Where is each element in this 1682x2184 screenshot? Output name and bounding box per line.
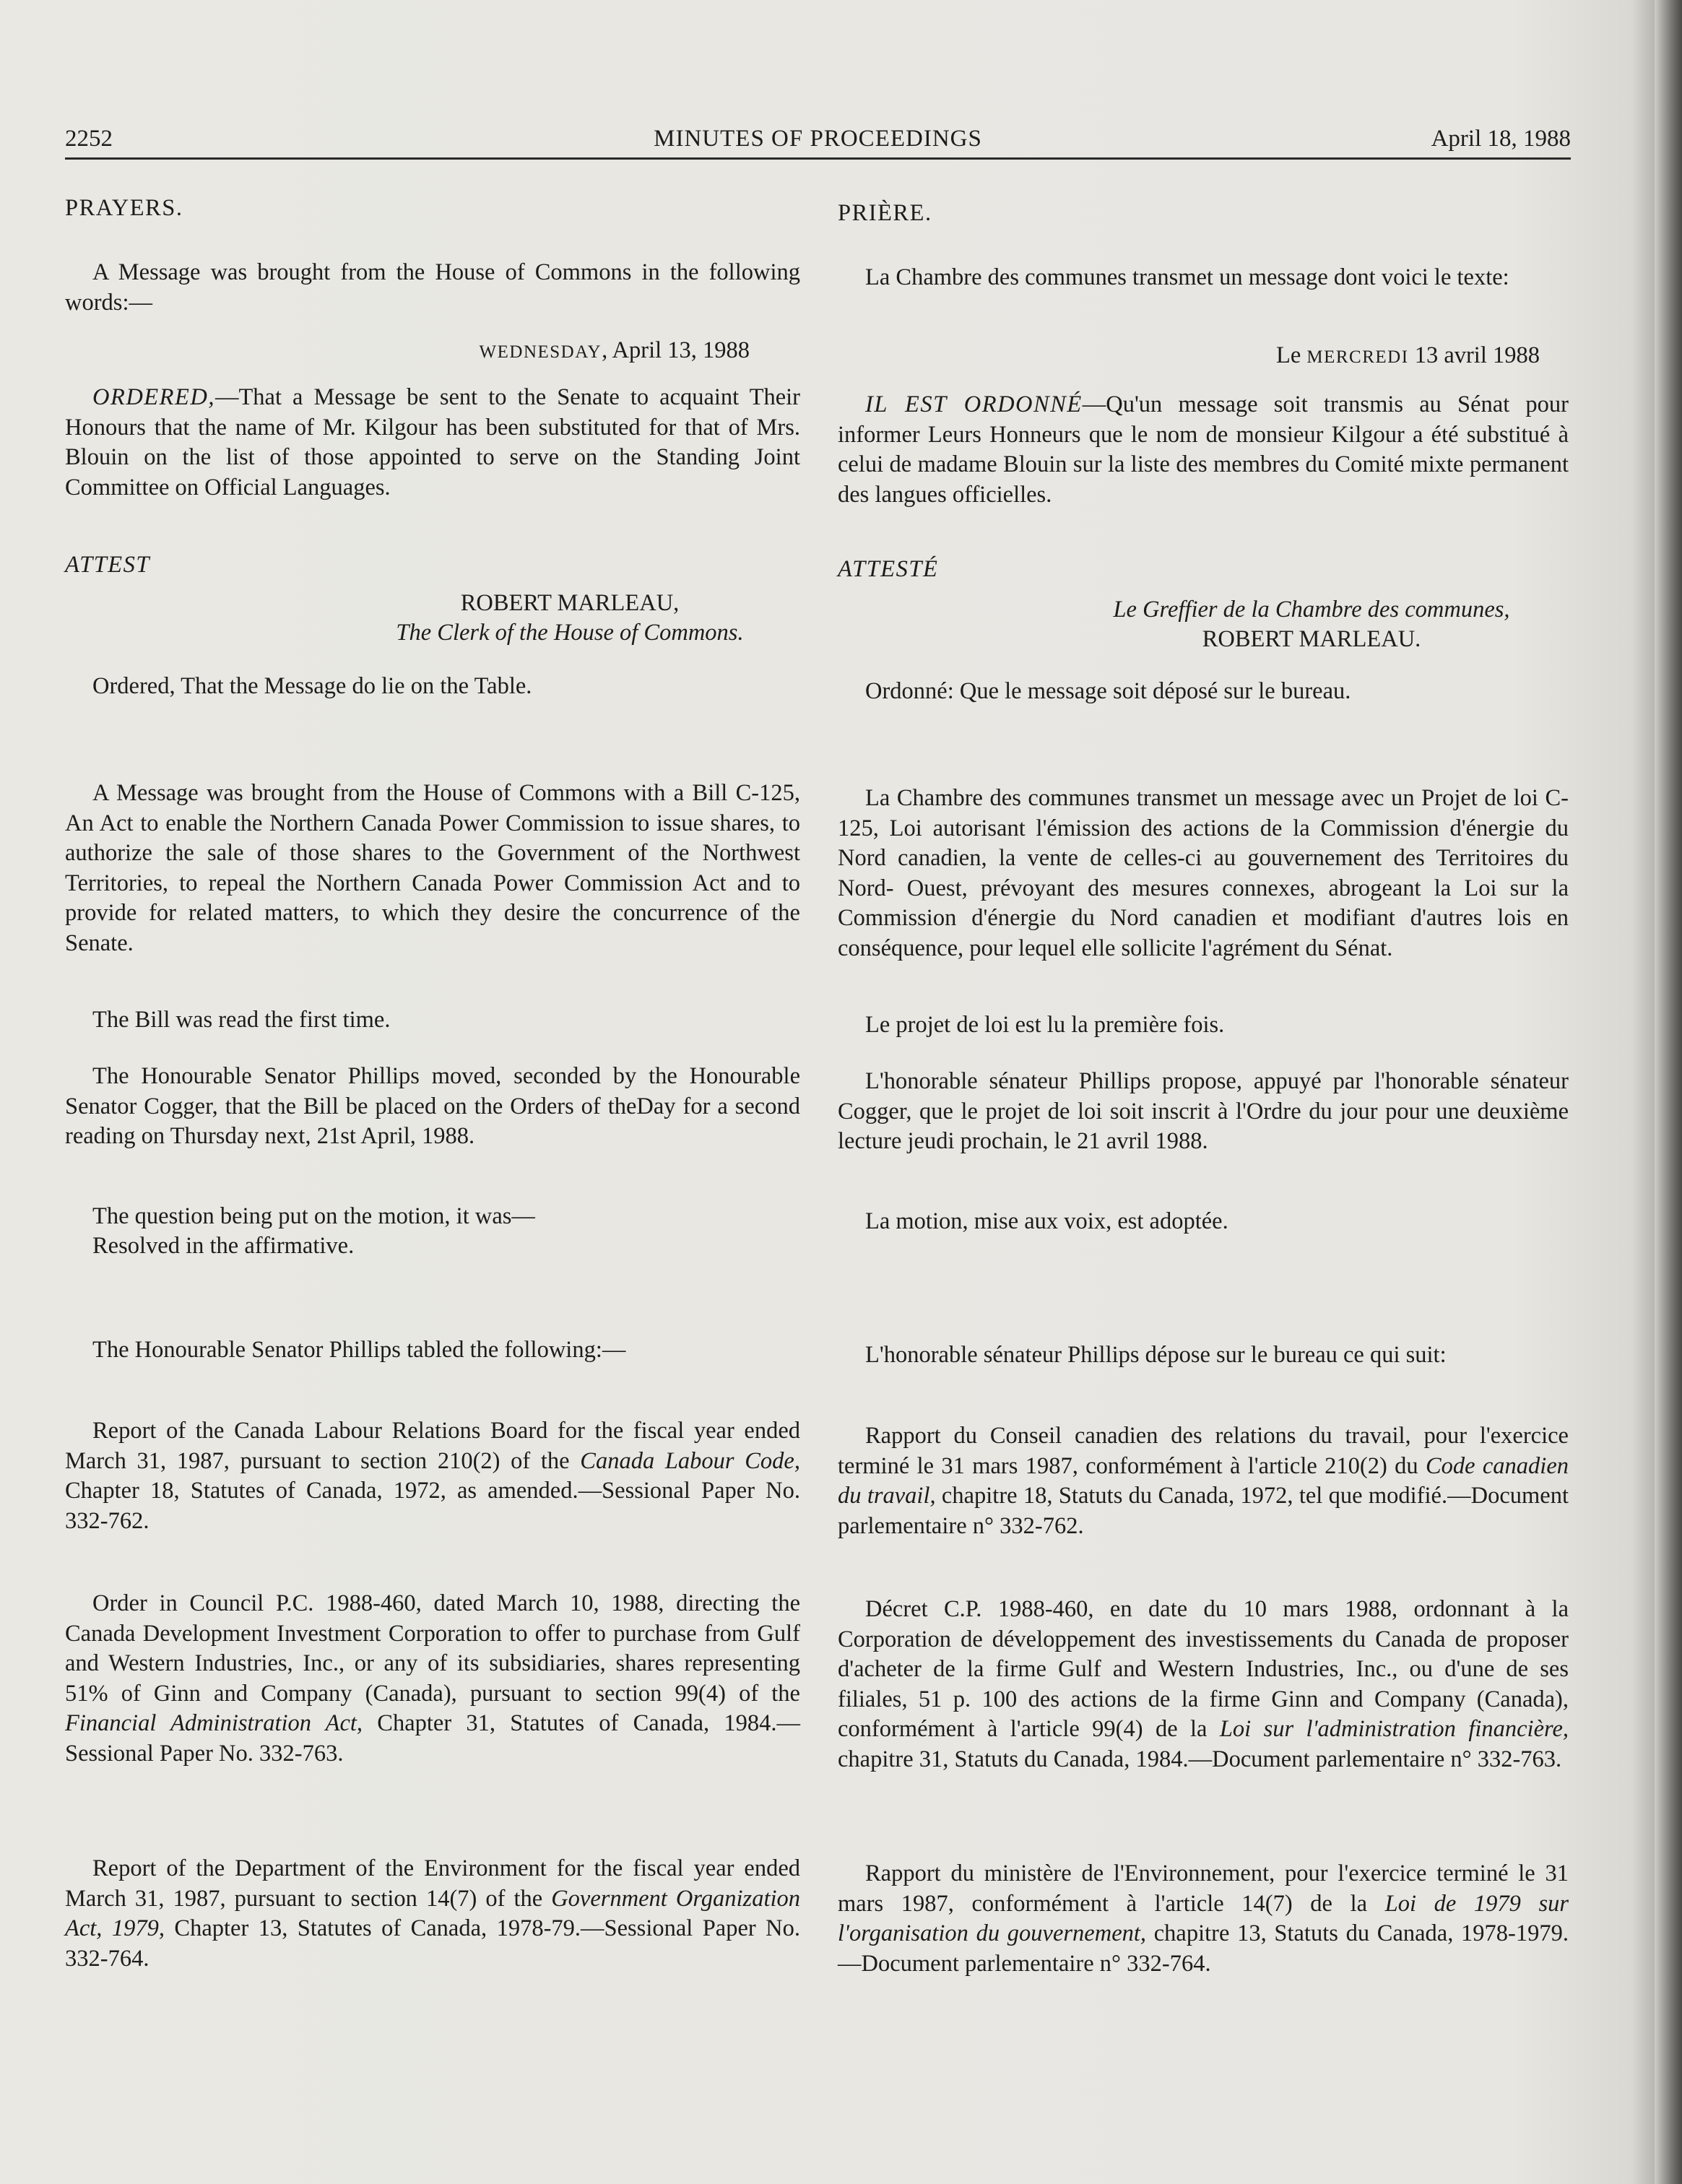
ordered-table: Ordered, That the Message do lie on the Table. xyxy=(92,673,532,699)
fr-ordered-table: Ordonné: Que le message soit déposé sur le bureau. xyxy=(865,678,1351,704)
fr-report2-act: Loi de 1979 sur l'organisation du gouvernement, xyxy=(838,1890,1569,1946)
bill-message: A Message was brought from the House of Commons with a Bill C-125, An Act to enable the Northern Canada Power Commission to issue shares, to authorize the sale of those shares to the Government of the Northwest Territories, to repeal the Northern Canada Power Commission Act and to provide for related matters, to which they desire the concurrence of the Senate. xyxy=(65,780,800,956)
fr-report1-text-b: chapitre 18, Statuts du Canada, 1972, tel que modifié.—Document parlementaire n° 332-762. xyxy=(838,1483,1569,1539)
fr-report1-text-a: Rapport du Conseil canadien des relations du travail, pour l'exercice terminé le 31 mars 1987, conformément à l'article 210(2) du xyxy=(838,1423,1569,1479)
message1-date-rest: , April 13, 1988 xyxy=(602,337,750,363)
ordered-label: ORDERED, xyxy=(92,384,215,410)
fr-ordered-text: —Qu'un message soit transmis au Sénat pour informer Leurs Honneurs que le nom de monsieur Kilgour a été substitué à celui de madame Blouin sur la liste des membres du Comité mixte permanent des langues officielles. xyxy=(838,391,1569,508)
priere-heading: PRIÈRE. xyxy=(838,200,932,226)
fr-report2-paragraph xyxy=(838,1859,1569,1979)
fr-signatory-name: ROBERT MARLEAU. xyxy=(1202,626,1421,652)
signatory-name: ROBERT MARLEAU, xyxy=(460,590,680,616)
tabled-intro: The Honourable Senator Phillips tabled the following:— xyxy=(92,1337,626,1363)
report1-text-b: Chapter 18, Statutes of Canada, 1972, as amended.—Sessional Paper No. 332-762. xyxy=(65,1478,800,1534)
fr-order-paragraph xyxy=(838,1595,1569,1774)
fr-signatory-title: Le Greffier de la Chambre des communes, xyxy=(1113,597,1510,623)
signatory-title: The Clerk of the House of Commons. xyxy=(396,620,744,646)
report1-text-a: Report of the Canada Labour Relations Board for the fiscal year ended March 31, 1987, pursuant to section 210(2) of the xyxy=(65,1418,800,1474)
fr-bill-message: La Chambre des communes transmet un message avec un Projet de loi C-125, Loi autorisant l'émission des actions de la Commission d'énergie du Nord canadien, la vente de celles-ci au gouvernement des Territoires du Nord- Ouest, prévoyant des mesures connexes, abrogeant la Loi sur la Commission d'énergie du Nord canadien et modifiant d'autres lois en conséquence, pour lequel elle sollicite l'agrément du Sénat. xyxy=(838,785,1569,961)
ordered-text: —That a Message be sent to the Senate to acquaint Their Honours that the name of Mr. Kilgour has been substituted for that of Mrs. Blouin on the list of those appointed to serve on the Standing Joint Committee on Official Languages. xyxy=(65,384,800,500)
report1-act: Canada Labour Code, xyxy=(580,1447,800,1474)
fr-message1-date-le: Le xyxy=(1275,342,1307,368)
report2-paragraph xyxy=(65,1854,800,1974)
order-text-a: Order in Council P.C. 1988-460, dated March 10, 1988, directing the Canada Development Investment Corporation to offer to purchase from Gulf and Western Industries, Inc., or any of its subsidiaries, shares representing 51% of Ginn and Company (Canada), pursuant to section 99(4) of the xyxy=(65,1590,800,1707)
book-spine-shadow xyxy=(1655,0,1682,2184)
fr-ordered-label: IL EST ORDONNÉ xyxy=(865,391,1083,417)
fr-tabled-intro: L'honorable sénateur Phillips dépose sur le bureau ce qui suit: xyxy=(865,1342,1447,1368)
page-header xyxy=(65,121,1571,159)
message1-intro: A Message was brought from the House of Commons in the following words:— xyxy=(65,259,800,316)
fr-motion-paragraph: L'honorable sénateur Phillips propose, appuyé par l'honorable sénateur Cogger, que le projet de loi soit inscrit à l'Ordre du jour pour une deuxième lecture jeudi prochain, le 21 avril 1988. xyxy=(838,1068,1569,1154)
fr-message1-date xyxy=(838,341,1569,373)
report1-paragraph xyxy=(65,1416,800,1536)
fr-report2-text-b: chapitre 13, Statuts du Canada, 1978-1979.—Document parlementaire n° 332-764. xyxy=(838,1920,1569,1977)
fr-attest-label: ATTESTÉ xyxy=(838,556,939,582)
report2-text-b: Chapter 13, Statutes of Canada, 1978-79.—Sessional Paper No. 332-764. xyxy=(65,1915,800,1972)
fr-message1-intro: La Chambre des communes transmet un message dont voici le texte: xyxy=(865,264,1509,290)
fr-report2-text-a: Rapport du ministère de l'Environnement, pour l'exercice terminé le 31 mars 1987, conformément à l'article 14(7) de la xyxy=(838,1860,1569,1917)
report2-text-a: Report of the Department of the Environment for the fiscal year ended March 31, 1987, pursuant to section 14(7) of the xyxy=(65,1855,800,1912)
page-title: MINUTES OF PROCEEDINGS xyxy=(654,126,982,152)
order-in-council-paragraph xyxy=(65,1589,800,1769)
message1-date-day: WEDNESDAY xyxy=(479,342,602,362)
attest-label: ATTEST xyxy=(65,552,150,578)
message1-date xyxy=(65,336,800,368)
fr-order-text-b: chapitre 31, Statuts du Canada, 1984.—Document parlementaire n° 332-763. xyxy=(838,1746,1562,1772)
page-number: 2252 xyxy=(65,126,113,152)
header-rule xyxy=(65,157,1571,160)
fr-ordered-paragraph xyxy=(838,390,1569,510)
fr-order-act: Loi sur l'administration financière, xyxy=(1219,1716,1569,1742)
fr-report1-paragraph xyxy=(838,1421,1569,1541)
fr-order-text-a: Décret C.P. 1988-460, en date du 10 mars 1988, ordonnant à la Corporation de développement des investissements du Canada de proposer d'acheter de la firme Gulf and Western Industries, Inc., ou d'une de ses filiales, 51 p. 100 des actions de la firme Ginn and Company (Canada), conformément à l'article 99(4) de la xyxy=(838,1596,1569,1742)
question-line-2: Resolved in the affirmative. xyxy=(92,1233,355,1259)
fr-first-reading: Le projet de loi est lu la première fois. xyxy=(865,1012,1225,1038)
fr-question: La motion, mise aux voix, est adoptée. xyxy=(865,1208,1228,1234)
ordered-paragraph xyxy=(65,383,800,503)
fr-message1-date-rest: 13 avril 1988 xyxy=(1408,342,1540,368)
question-line-1: The question being put on the motion, it was— xyxy=(92,1203,535,1229)
prayers-heading: PRAYERS. xyxy=(65,195,183,221)
order-act: Financial Administration Act, xyxy=(65,1710,363,1736)
motion-paragraph: The Honourable Senator Phillips moved, seconded by the Honourable Senator Cogger, that the Bill be placed on the Orders of theDay for a second reading on Thursday next, 21st April, 1988. xyxy=(65,1063,800,1149)
fr-report1-act: Code canadien du travail, xyxy=(838,1452,1569,1509)
order-text-b: Chapter 31, Statutes of Canada, 1984.—Sessional Paper No. 332-763. xyxy=(65,1710,800,1767)
page-date: April 18, 1988 xyxy=(1431,126,1571,152)
first-reading: The Bill was read the first time. xyxy=(92,1007,391,1033)
fr-message1-date-day: MERCREDI xyxy=(1306,347,1409,367)
report2-act: Government Organization Act, 1979, xyxy=(65,1885,800,1941)
